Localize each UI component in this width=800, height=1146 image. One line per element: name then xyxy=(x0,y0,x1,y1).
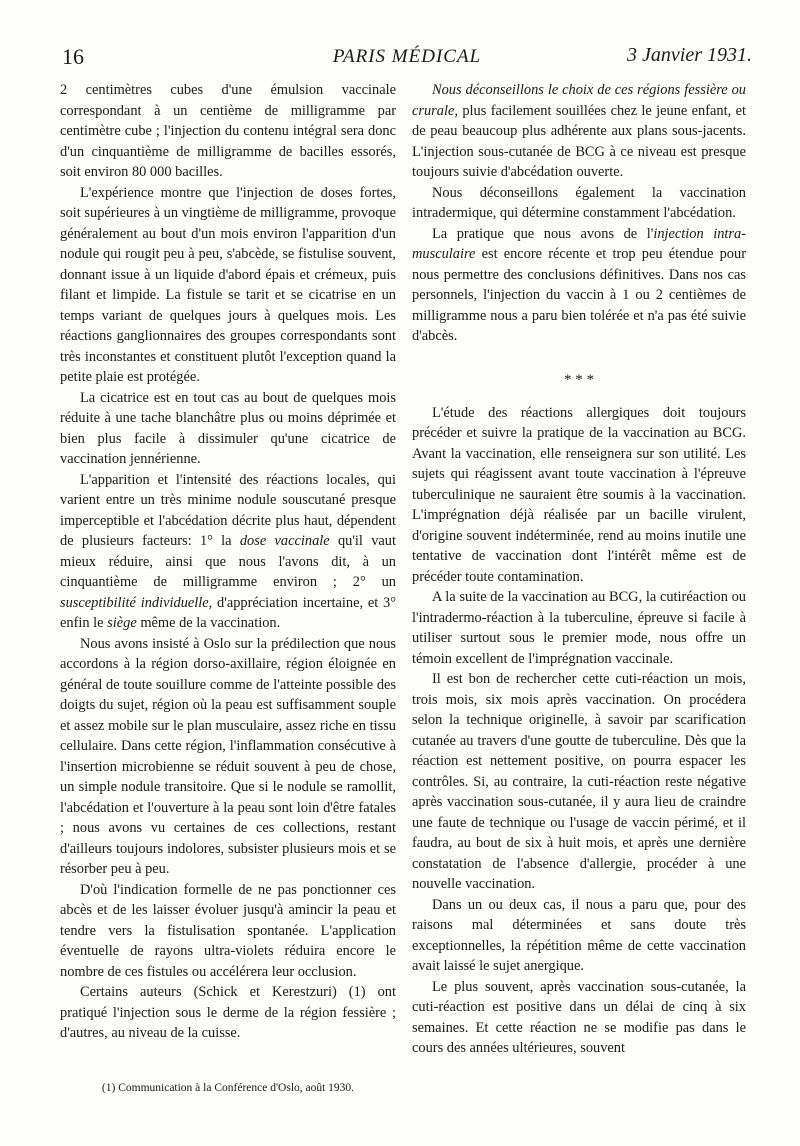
text-run: L'apparition et l'intensité des réactions locales, qui varient entre un très minime nodule souscutané presque imperceptible et l'abcédation décrite plus haut, dépendent de plusieurs facteurs: 1° la xyxy=(60,471,396,549)
italic-term: dose vaccinale xyxy=(239,533,330,549)
paragraph: L'étude des réactions allergiques doit toujours précéder et suivre la pratique de la vaccination au BCG. Avant la vaccination, elle renseignera sur son utilité. Les sujets qui réagissent avant toute vaccination à l'épreuve tuberculinique ne sauraient être soumis à la vaccination. L'imprégnation déjà réalisée par un bacille virulent, d'origine souvent indéterminée, rend au moins inutile une tentative de vaccination dont l'intérêt même est de précéder toute contamination. xyxy=(412,404,746,585)
paragraph xyxy=(60,470,396,634)
journal-title: PARIS MÉDICAL xyxy=(332,46,482,67)
paragraph: Dans un ou deux cas, il nous a paru que, pour des raisons mal déterminées et sans doute très exceptionnelles, la répétition même de cette vaccination avait laissé le sujet anergique. xyxy=(412,896,746,974)
page-header xyxy=(62,44,752,78)
right-column xyxy=(412,80,746,1059)
paragraph: La cicatrice est en tout cas au bout de quelques mois réduite à une tache blanchâtre plus ou moins déprimée et bien plus facile à dissimuler qu'une cicatrice de vaccination jennérienne. xyxy=(60,389,396,467)
italic-term: injection intra-musculaire xyxy=(412,225,747,262)
text-run: d'appréciation incertaine, et 3° enfin le xyxy=(60,594,396,631)
italic-term: susceptibilité individuelle, xyxy=(60,594,213,611)
paragraph: Il est bon de rechercher cette cuti-réaction un mois, trois mois, six mois après vaccination. On procédera selon la technique originelle, à savoir par scarification cutanée au travers d'une goutte de tuberculine. Dès que la réaction est nettement positive, on pourra espacer les contrôles. Si, au contraire, la cuti-réaction reste négative après vaccination sous-cutanée, il y aura lieu de craindre une faute de technique ou l'usage de vaccin périmé, et il faudra, au bout de six à huit mois, et après une dernière constatation de l'absence d'allergie, procéder à une nouvelle vaccination. xyxy=(412,671,746,892)
italic-term: siège xyxy=(107,615,137,631)
paragraph: A la suite de la vaccination au BCG, la cutiréaction ou l'intradermo-réaction à la tuberculine, épreuve si facile à utiliser surtout sous le premier mode, nous offre un témoin excellent de l'imprégnation vaccinale. xyxy=(412,589,746,667)
text-run: La pratique que nous avons de l' xyxy=(432,225,654,242)
left-column xyxy=(60,80,396,1044)
issue-date: 3 Janvier 1931. xyxy=(627,44,752,66)
paragraph: Certains auteurs (Schick et Kerestzuri) (1) ont pratiqué l'injection sous le derme de la région fessière ; d'autres, au niveau de la cuisse. xyxy=(60,984,396,1041)
text-run: est encore récente et trop peu étendue pour nous permettre des conclusions définitives. Dans nos cas personnels, l'injection du vaccin à 1 ou 2 centièmes de milligramme nous a paru bien tolérée et n'a pas été suivie d'abcès. xyxy=(412,246,746,344)
text-run: plus facilement souillées chez le jeune enfant, et de peau beaucoup plus adhérente aux plans sous-jacents. L'injection sous-cutanée de BCG à ce niveau est presque toujours suivie d'abcédation ouverte. xyxy=(412,102,746,180)
paragraph xyxy=(412,80,746,183)
page-number: 16 xyxy=(62,44,84,69)
text-run: même de la vaccination. xyxy=(136,615,281,631)
paragraph xyxy=(412,224,746,347)
text-run: qu'il vaut mieux réduire, ainsi que nous l'avons dit, à un cinquantième de milligramme environ ; 2° un xyxy=(60,533,396,590)
paragraph: Nous déconseillons également la vaccination intradermique, qui détermine constamment l'abcédation. xyxy=(412,184,746,221)
paragraph: Le plus souvent, après vaccination sous-cutanée, la cuti-réaction est positive dans un délai de cinq à six semaines. Et cette réaction ne se modifie pas dans le cours des années ultérieures, souvent xyxy=(412,978,746,1056)
paragraph: L'expérience montre que l'injection de doses fortes, soit supérieures à un vingtième de milligramme, provoque généralement au bout d'un mois environ l'apparition d'un nodule qui rougit peu à peu, s'abcède, se fistulise souvent, donnant issue à un liquide d'abord épais et crémeux, puis filant et limpide. La fistule se tarit et se cicatrise en un temps variant de quelques jours à quelques mois. Les réactions ganglionnaires des groupes correspondants sont très inconstantes et constituent plutôt l'exception quand la petite plaie est protégée. xyxy=(60,184,396,385)
paragraph: Nous avons insisté à Oslo sur la prédilection que nous accordons à la région dorso-axillaire, région éloignée en général de toute souillure comme de l'atteinte possible des doigts du sujet, région où la peau est suffisamment souple et assez mobile sur le plan musculaire, assez riche en tissu cellulaire. Dans cette région, l'inflammation consécutive à l'insertion microbienne se réduit souvent à peu de chose, un simple nodule transitoire. Que si le nodule se ramollit, l'abcédation et l'ouverture à la peau sont loin d'être fatales ; nous avons vu certaines de ces collections, restant d'ailleurs toujours indolores, subsister plusieurs mois et se résorber peu à peu. xyxy=(60,635,396,877)
paragraph: D'où l'indication formelle de ne pas ponctionner ces abcès et de les laisser évoluer jusqu'à amincir la peau et tendre vers la fistulisation spontanée. L'application éventuelle de rayons ultra-violets réduira encore le nombre de ces fistules ou accélérera leur occlusion. xyxy=(60,881,396,980)
paragraph: 2 centimètres cubes d'une émulsion vaccinale correspondant à un centième de milligramme par centimètre cube ; l'injection du contenu intégral sera donc d'un cinquantième de milligramme de bacilles essorés, soit environ 80 000 bacilles. xyxy=(60,82,396,180)
footnote: (1) Communication à la Conférence d'Oslo, août 1930. xyxy=(101,1082,355,1094)
section-separator: * * * xyxy=(564,371,594,388)
italic-term: Nous déconseillons le choix de ces régions fessière ou crurale, xyxy=(412,82,746,119)
